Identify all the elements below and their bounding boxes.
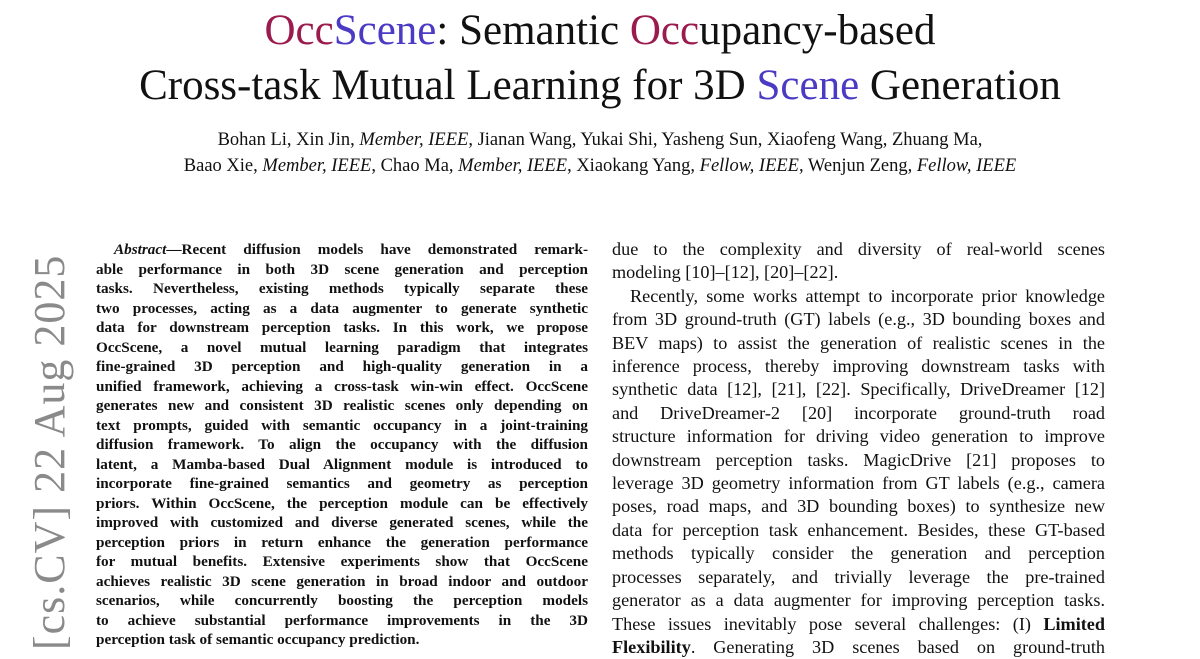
author-affiliation: Member, IEEE	[359, 130, 469, 150]
title-text-3: Cross-task Mutual Learning for 3D	[139, 62, 757, 109]
abstract-line: OccScene, a novel mutual learning paradigm that integrates	[96, 338, 588, 356]
author-affiliation: Fellow, IEEE	[699, 156, 799, 176]
abstract-line: two processes, acting as a data augmenter to generate synthetic	[96, 299, 588, 317]
body-line: and DriveDreamer-2 [20] incorporate ground-truth road	[612, 402, 1105, 423]
abstract-line: tasks. Nevertheless, existing methods typically separate these	[96, 280, 588, 297]
abstract-text: —Recent diffusion models have demonstrated remark-	[166, 241, 588, 258]
title-occ-2: Occ	[629, 7, 700, 54]
abstract-line: generates new and consistent 3D realistic scenes only depending on	[96, 397, 588, 414]
body-line: synthetic data [12], [21], [22]. Specifically, DriveDreamer [12]	[612, 379, 1105, 400]
arxiv-watermark: [cs.CV] 22 Aug 2025	[25, 254, 74, 650]
title-text-2: upancy-based	[699, 7, 936, 54]
abstract-line: latent, a Mamba-based Dual Alignment module is introduced to	[96, 455, 588, 473]
body-text: . Generating 3D scenes based on ground-truth	[690, 636, 1105, 657]
abstract-line: achieves realistic 3D scene generation in broad indoor and outdoor	[96, 572, 588, 590]
body-line: generator as a data augmenter for improving perception tasks.	[612, 590, 1105, 611]
body-line: poses, road maps, and 3D bounding boxes) to synthesize new	[612, 496, 1105, 517]
author-text: , Jianan Wang, Yukai Shi, Yasheng Sun, Xiaofeng Wang, Zhuang Ma,	[468, 130, 983, 150]
abstract-line: to achieve substantial performance improvements in the 3D	[96, 611, 588, 629]
author-list-line-2	[0, 152, 1200, 180]
body-line: from 3D ground-truth (GT) labels (e.g., 3D bounding boxes and	[612, 309, 1105, 330]
body-line: due to the complexity and diversity of real-world scenes	[612, 239, 1105, 259]
body-right-column	[612, 238, 1105, 659]
body-line	[612, 613, 1105, 636]
abstract-label: Abstract	[114, 241, 167, 258]
abstract-line: data for downstream perception tasks. In this work, we propose	[96, 319, 588, 336]
abstract-line: fine-grained 3D perception and high-quality generation in a	[96, 358, 588, 375]
abstract-line: diffusion framework. To align the occupancy with the diffusion	[96, 436, 588, 453]
body-line: leverage 3D geometry information from GT labels (e.g., camera	[612, 473, 1105, 494]
body-line: BEV maps) to assist the generation of realistic scenes in the	[612, 332, 1105, 353]
abstract-column	[96, 240, 588, 650]
author-text: , Chao Ma,	[371, 156, 459, 176]
author-affiliation: Member, IEEE	[262, 156, 372, 176]
title-text-4: Generation	[859, 62, 1061, 109]
title-text-1: : Semantic	[436, 7, 630, 54]
body-line	[612, 636, 1105, 659]
abstract-line: unified framework, achieving a cross-task win-win effect. OccScene	[96, 377, 588, 395]
author-text: , Wenjun Zeng,	[798, 156, 917, 176]
abstract-line: able performance in both 3D scene generation and perception	[96, 260, 588, 278]
paper-title-line-1	[0, 4, 1200, 58]
abstract-line: text prompts, guided with semantic occupancy in a joint-training	[96, 416, 588, 434]
body-line: downstream perception tasks. MagicDrive [21] proposes to	[612, 449, 1105, 470]
abstract-line: incorporate fine-grained semantics and geometry as perception	[96, 475, 588, 492]
abstract-line: priors. Within OccScene, the perception module can be effectively	[96, 494, 588, 512]
body-text: These issues inevitably pose several challenges: (I)	[612, 613, 1044, 634]
body-line: processes separately, and trivially leverage the pre-trained	[612, 566, 1105, 587]
body-line: inference process, thereby improving downstream tasks with	[612, 356, 1105, 377]
abstract-line: improved with customized and diverse generated scenes, while the	[96, 514, 588, 531]
author-text: , Xiaokang Yang,	[567, 156, 700, 176]
author-affiliation: Member, IEEE	[458, 156, 568, 176]
author-text: Bohan Li, Xin Jin,	[217, 130, 360, 150]
body-bold-text: Limited	[1043, 613, 1105, 634]
abstract-line	[96, 240, 588, 260]
body-line: methods typically consider the generation and perception	[612, 543, 1105, 564]
body-bold-text: Flexibility	[612, 636, 691, 657]
abstract-line: scenarios, while concurrently boosting the perception models	[96, 592, 588, 609]
author-affiliation: Fellow, IEEE	[916, 156, 1017, 176]
body-line: modeling [10]–[12], [20]–[22].	[612, 262, 839, 283]
abstract-line: for mutual benefits. Extensive experiments show that OccScene	[96, 553, 588, 570]
body-line: Recently, some works attempt to incorporate prior knowledge	[630, 285, 1105, 306]
paper-title-line-2	[0, 59, 1200, 113]
title-scene-2: Scene	[756, 62, 860, 109]
body-line: data for perception task enhancement. Besides, these GT-based	[612, 519, 1105, 540]
title-scene: Scene	[333, 7, 437, 54]
author-list-line-1	[0, 126, 1200, 154]
title-occ: Occ	[264, 7, 334, 54]
body-line: structure information for driving video generation to improve	[612, 426, 1105, 447]
author-text: Baao Xie,	[183, 156, 263, 176]
abstract-line: perception task of semantic occupancy prediction.	[96, 631, 420, 648]
abstract-line: perception priors in return enhance the generation performance	[96, 533, 588, 551]
